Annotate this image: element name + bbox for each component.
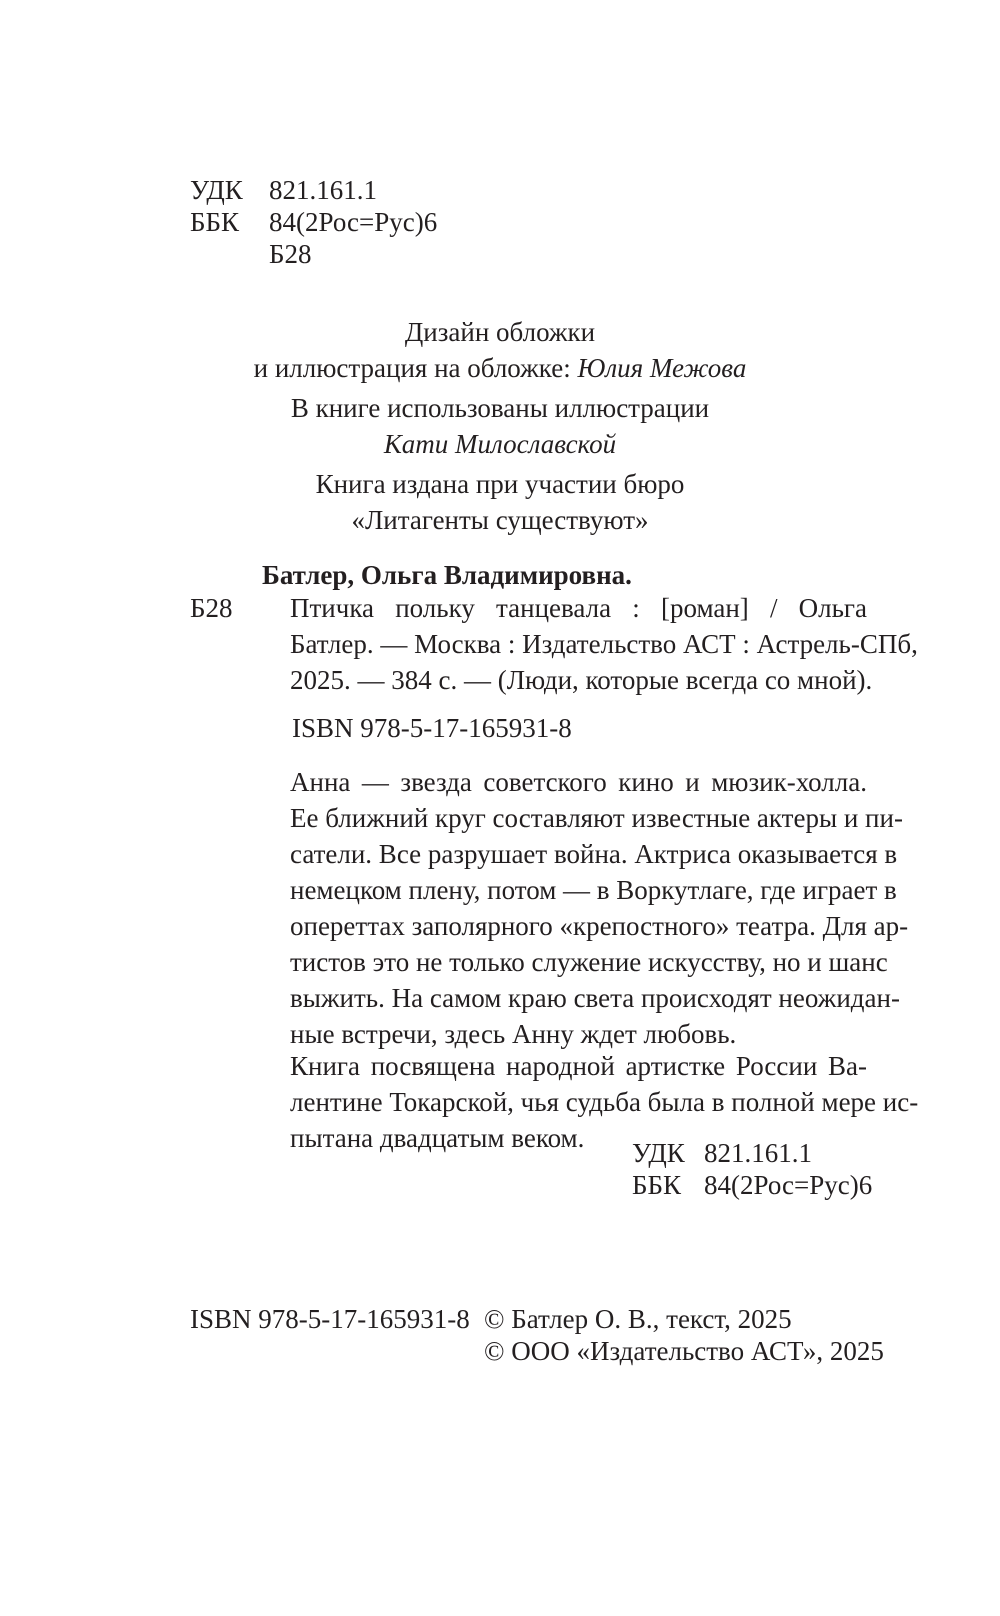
annotation-line: тистов это не только служение искусству, но и шанс xyxy=(290,947,888,977)
annotation-line: ные встречи, здесь Анну ждет любовь. xyxy=(290,1019,737,1049)
credits-block xyxy=(240,314,760,538)
cover-design-line: Дизайн обложки xyxy=(404,317,596,347)
record-description xyxy=(290,590,918,698)
annotation-line: выжить. На самом краю света происходят неожидан- xyxy=(290,983,900,1013)
bureau-name: «Литагенты существуют» xyxy=(351,505,649,535)
illustrations-artist: Кати Милославской xyxy=(383,429,617,459)
cover-illustration-line xyxy=(240,350,760,386)
annotation-paragraph-1 xyxy=(290,764,909,1052)
cover-artist: Юлия Межова xyxy=(577,353,747,383)
copyright-publisher: © ООО «Издательство АСТ», 2025 xyxy=(484,1336,884,1366)
bbk-value: 84(2Рос=Рус)6 xyxy=(704,1170,873,1200)
annotation-line: Книга посвящена народной артистке России Ва- xyxy=(290,1051,867,1081)
bbk-label: ББК xyxy=(632,1170,682,1200)
record-sign: Б28 xyxy=(190,593,233,623)
bbk-value: 84(2Рос=Рус)6 xyxy=(269,207,438,237)
annotation-line: немецком плену, потом — в Воркутлаге, где играет в xyxy=(290,875,897,905)
illustrations-line: В книге использованы иллюстрации xyxy=(290,393,710,423)
author-heading: Батлер, Ольга Владимировна. xyxy=(262,560,632,590)
author-sign: Б28 xyxy=(269,239,312,269)
cover-illustration-prefix: и иллюстрация на обложке: xyxy=(253,353,578,383)
annotation-line: сатели. Все разрушает война. Актриса оказывается в xyxy=(290,839,898,869)
udk-label: УДК xyxy=(632,1138,685,1168)
record-isbn: ISBN 978-5-17-165931-8 xyxy=(292,713,572,743)
annotation-line: опереттах заполярного «крепостного» театра. Для ар- xyxy=(290,911,909,941)
annotation-line: лентине Токарской, чья судьба была в полной мере ис- xyxy=(290,1087,919,1117)
copyright-author: © Батлер О. В., текст, 2025 xyxy=(484,1304,792,1334)
footer-isbn: ISBN 978-5-17-165931-8 xyxy=(190,1304,470,1334)
annotation-line: пытана двадцатым веком. xyxy=(290,1123,585,1153)
bureau-line: Книга издана при участии бюро xyxy=(315,469,685,499)
description-line: Птичка польку танцевала : [роман] / Ольга xyxy=(290,593,867,623)
udk-value: 821.161.1 xyxy=(269,175,377,205)
bbk-label: ББК xyxy=(190,207,240,237)
udk-value: 821.161.1 xyxy=(704,1138,812,1168)
annotation-line: Ее ближний круг составляют известные актеры и пи- xyxy=(290,803,903,833)
description-line: Батлер. — Москва : Издательство АСТ : Астрель-СПб, xyxy=(290,629,918,659)
udk-label: УДК xyxy=(190,175,243,205)
annotation-line: Анна — звезда советского кино и мюзик-холла. xyxy=(290,767,867,797)
description-line: 2025. — 384 с. — (Люди, которые всегда со мной). xyxy=(290,665,873,695)
